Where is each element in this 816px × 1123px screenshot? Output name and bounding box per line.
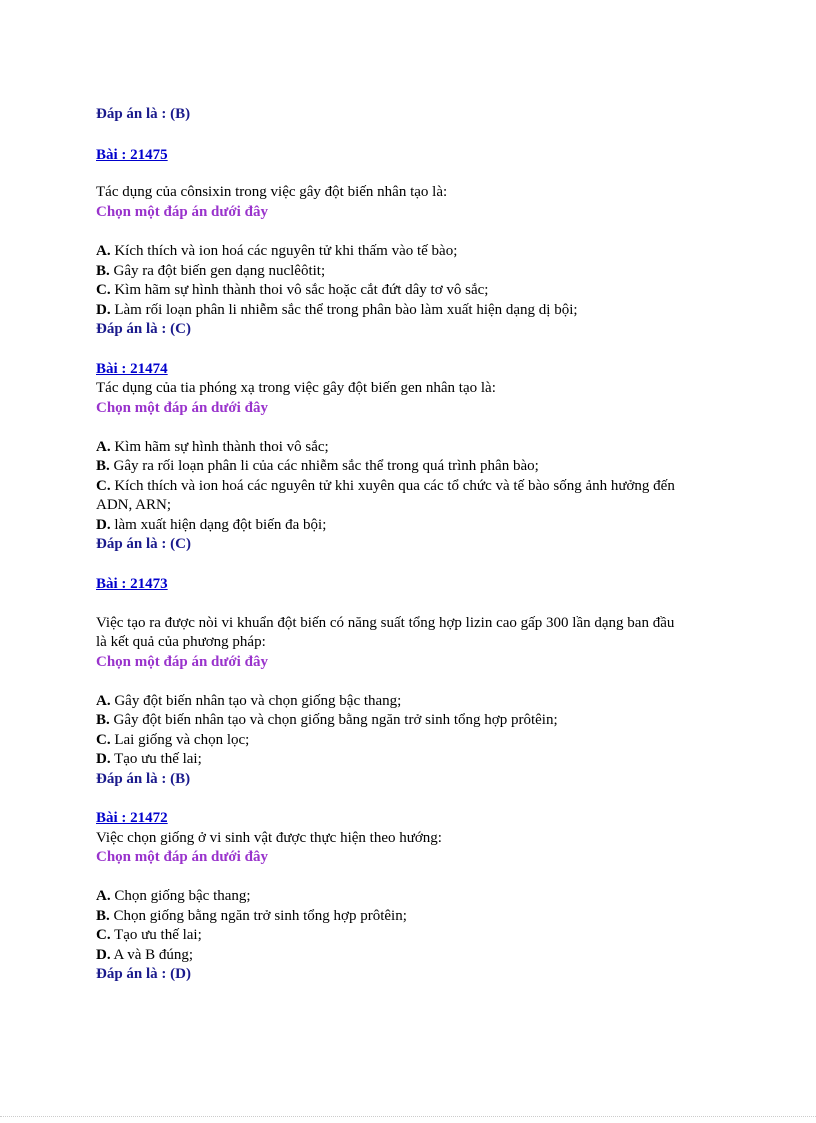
option-letter: D. (96, 302, 111, 318)
option-text: Gây ra đột biến gen dạng nuclêôtit; (109, 263, 326, 279)
option-letter: B. (96, 263, 110, 279)
answer-21473: Đáp án là : (B) (96, 771, 191, 787)
option-letter: C. (96, 732, 111, 748)
question-text-21475: Tác dụng của cônsixin trong việc gây đột biến nhân tạo là: (96, 184, 448, 200)
option-b-21472 (96, 907, 407, 925)
option-letter: A. (96, 888, 111, 904)
previous-answer: Đáp án là : (B) (96, 106, 191, 122)
question-text-21472: Việc chọn giống ở vi sinh vật được thực hiện theo hướng: (96, 830, 442, 846)
option-letter: D. (96, 947, 111, 963)
option-text: Kích thích và ion hoá các nguyên tử khi xuyên qua các tổ chức và tế bào sống ảnh hưởng đến (110, 478, 675, 494)
choose-prompt-21475: Chọn một đáp án dưới đây (96, 204, 268, 220)
option-b-21473 (96, 711, 558, 729)
option-letter: D. (96, 751, 111, 767)
page-bottom-divider (0, 1116, 816, 1117)
option-c-21472 (96, 926, 202, 944)
option-b-21474 (96, 457, 539, 475)
option-text: Tạo ưu thế lai; (110, 927, 202, 943)
question-title-21474[interactable]: Bài : 21474 (96, 361, 168, 377)
question-text-21473-line2: là kết quả của phương pháp: (96, 634, 266, 650)
option-text: Kìm hãm sự hình thành thoi vô sắc; (110, 439, 329, 455)
question-title-21473[interactable]: Bài : 21473 (96, 576, 168, 592)
option-c-21473 (96, 731, 249, 749)
option-a-21473 (96, 692, 401, 710)
option-text: Kích thích và ion hoá các nguyên tử khi thấm vào tế bào; (110, 243, 458, 259)
option-d-21473 (96, 750, 202, 768)
option-letter: A. (96, 243, 111, 259)
option-letter: A. (96, 693, 111, 709)
option-text: Gây đột biến nhân tạo và chọn giống bậc thang; (110, 693, 402, 709)
option-text: Gây đột biến nhân tạo và chọn giống bằng ngăn trở sinh tổng hợp prôtêin; (109, 712, 558, 728)
option-text: Chọn giống bậc thang; (110, 888, 251, 904)
option-c-21474 (96, 477, 675, 495)
option-b-21475 (96, 262, 325, 280)
option-text: Tạo ưu thế lai; (110, 751, 202, 767)
option-text: Lai giống và chọn lọc; (110, 732, 250, 748)
choose-prompt-21472: Chọn một đáp án dưới đây (96, 849, 268, 865)
option-c-continuation-21474: ADN, ARN; (96, 497, 172, 513)
question-title-21475[interactable]: Bài : 21475 (96, 147, 168, 163)
option-a-21474 (96, 438, 329, 456)
choose-prompt-21474: Chọn một đáp án dưới đây (96, 400, 268, 416)
question-text-21474: Tác dụng của tia phóng xạ trong việc gây đột biến gen nhân tạo là: (96, 380, 496, 396)
answer-21472: Đáp án là : (D) (96, 966, 192, 982)
option-a-21475 (96, 242, 457, 260)
option-a-21472 (96, 887, 251, 905)
option-letter: C. (96, 927, 111, 943)
option-letter: C. (96, 478, 111, 494)
option-d-21472 (96, 946, 193, 964)
question-title-21472[interactable]: Bài : 21472 (96, 810, 168, 826)
option-text: Kìm hãm sự hình thành thoi vô sắc hoặc cắt đứt dây tơ vô sắc; (110, 282, 489, 298)
option-c-21475 (96, 281, 488, 299)
option-letter: D. (96, 517, 111, 533)
option-text: Làm rối loạn phân li nhiễm sắc thể trong phân bào làm xuất hiện dạng dị bội; (110, 302, 578, 318)
option-text: làm xuất hiện dạng đột biến đa bội; (110, 517, 327, 533)
answer-21474: Đáp án là : (C) (96, 536, 192, 552)
option-letter: A. (96, 439, 111, 455)
question-text-21473-line1: Việc tạo ra được nòi vi khuẩn đột biến có năng suất tổng hợp lizin cao gấp 300 lần dạng ban đầu (96, 615, 675, 631)
choose-prompt-21473: Chọn một đáp án dưới đây (96, 654, 268, 670)
option-text: Chọn giống bằng ngăn trở sinh tổng hợp prôtêin; (109, 908, 407, 924)
option-d-21474 (96, 516, 326, 534)
option-letter: B. (96, 458, 110, 474)
option-letter: C. (96, 282, 111, 298)
answer-21475: Đáp án là : (C) (96, 321, 192, 337)
option-letter: B. (96, 908, 110, 924)
option-text: A và B đúng; (110, 947, 194, 963)
option-d-21475 (96, 301, 578, 319)
option-letter: B. (96, 712, 110, 728)
option-text: Gây ra rối loạn phân li của các nhiễm sắc thể trong quá trình phân bào; (109, 458, 539, 474)
